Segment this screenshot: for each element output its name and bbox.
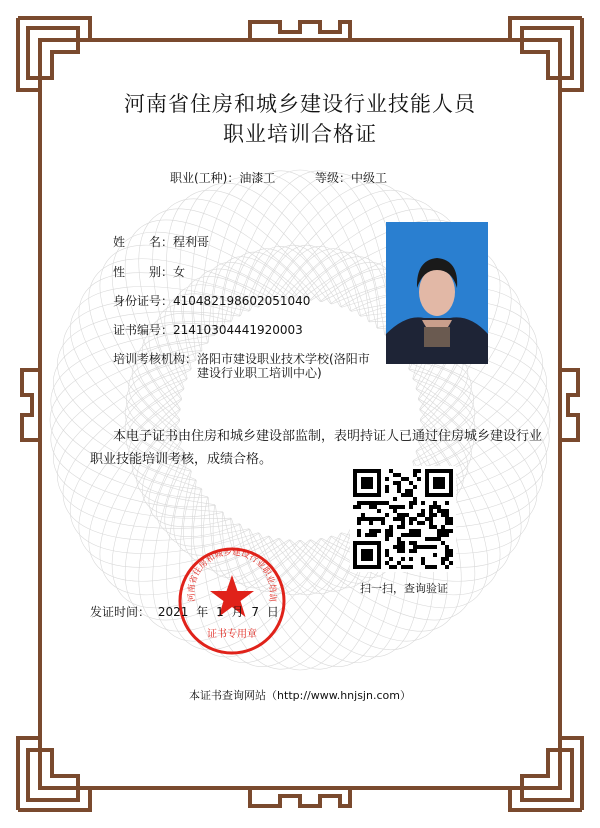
certificate-title-line1: 河南省住房和城乡建设行业技能人员 (124, 92, 476, 116)
qr-code-icon (350, 466, 456, 572)
gender-row (113, 263, 185, 280)
training-org-value-line1: 洛阳市建设职业技术学校(洛阳市 (197, 352, 370, 366)
issue-month: 1 (216, 605, 224, 619)
training-org-value-line2: 建设行业职工培训中心) (197, 366, 322, 380)
grade-row (315, 169, 387, 186)
qr-caption: 扫一扫，查询验证 (360, 582, 448, 595)
occupation-label: 职业(工种)： (170, 171, 240, 185)
issue-date-row (90, 603, 279, 620)
seal-bottom-text: 证书专用章 (207, 629, 257, 640)
name-value: 程利哥 (173, 235, 210, 249)
cert-number-row (113, 321, 303, 338)
holder-photo (386, 222, 488, 364)
issue-date-label: 发证时间： (90, 605, 151, 619)
gender-label: 性 别： (113, 265, 174, 279)
issue-day-unit: 日 (266, 605, 279, 619)
statement-line2: 职业技能培训考核，成绩合格。 (90, 452, 273, 467)
statement-line1: 本电子证书由住房和城乡建设部监制，表明持证人已通过住房城乡建设行业 (113, 429, 543, 444)
grade-label: 等级： (315, 171, 352, 185)
issue-day: 7 (251, 605, 260, 619)
cert-number-value: 21410304441920003 (173, 323, 303, 337)
certificate-title-line2: 职业培训合格证 (223, 122, 377, 146)
issue-year-unit: 年 (196, 605, 209, 619)
training-org-label: 培训考核机构： (113, 352, 198, 366)
id-value: 410482198602051040 (173, 294, 311, 308)
verification-website[interactable]: 本证书查询网站（http://www.hnjsjn.com） (189, 689, 411, 702)
portrait-image (386, 222, 488, 364)
official-seal (176, 545, 288, 657)
issue-month-unit: 月 (231, 605, 244, 619)
issue-year: 2021 (157, 605, 189, 619)
seal-ring-text: 河南省住房和城乡建设行业职业培训 (186, 547, 278, 603)
cert-number-label: 证书编号： (113, 323, 174, 337)
occupation-value: 油漆工 (239, 171, 276, 185)
grade-value: 中级工 (351, 171, 388, 185)
id-row (113, 292, 310, 309)
name-label: 姓 名： (113, 235, 174, 249)
occupation-row (170, 169, 275, 186)
name-row (113, 233, 209, 250)
verification-qr-code[interactable] (350, 466, 456, 572)
id-label: 身份证号： (113, 294, 174, 308)
gender-value: 女 (173, 265, 186, 279)
